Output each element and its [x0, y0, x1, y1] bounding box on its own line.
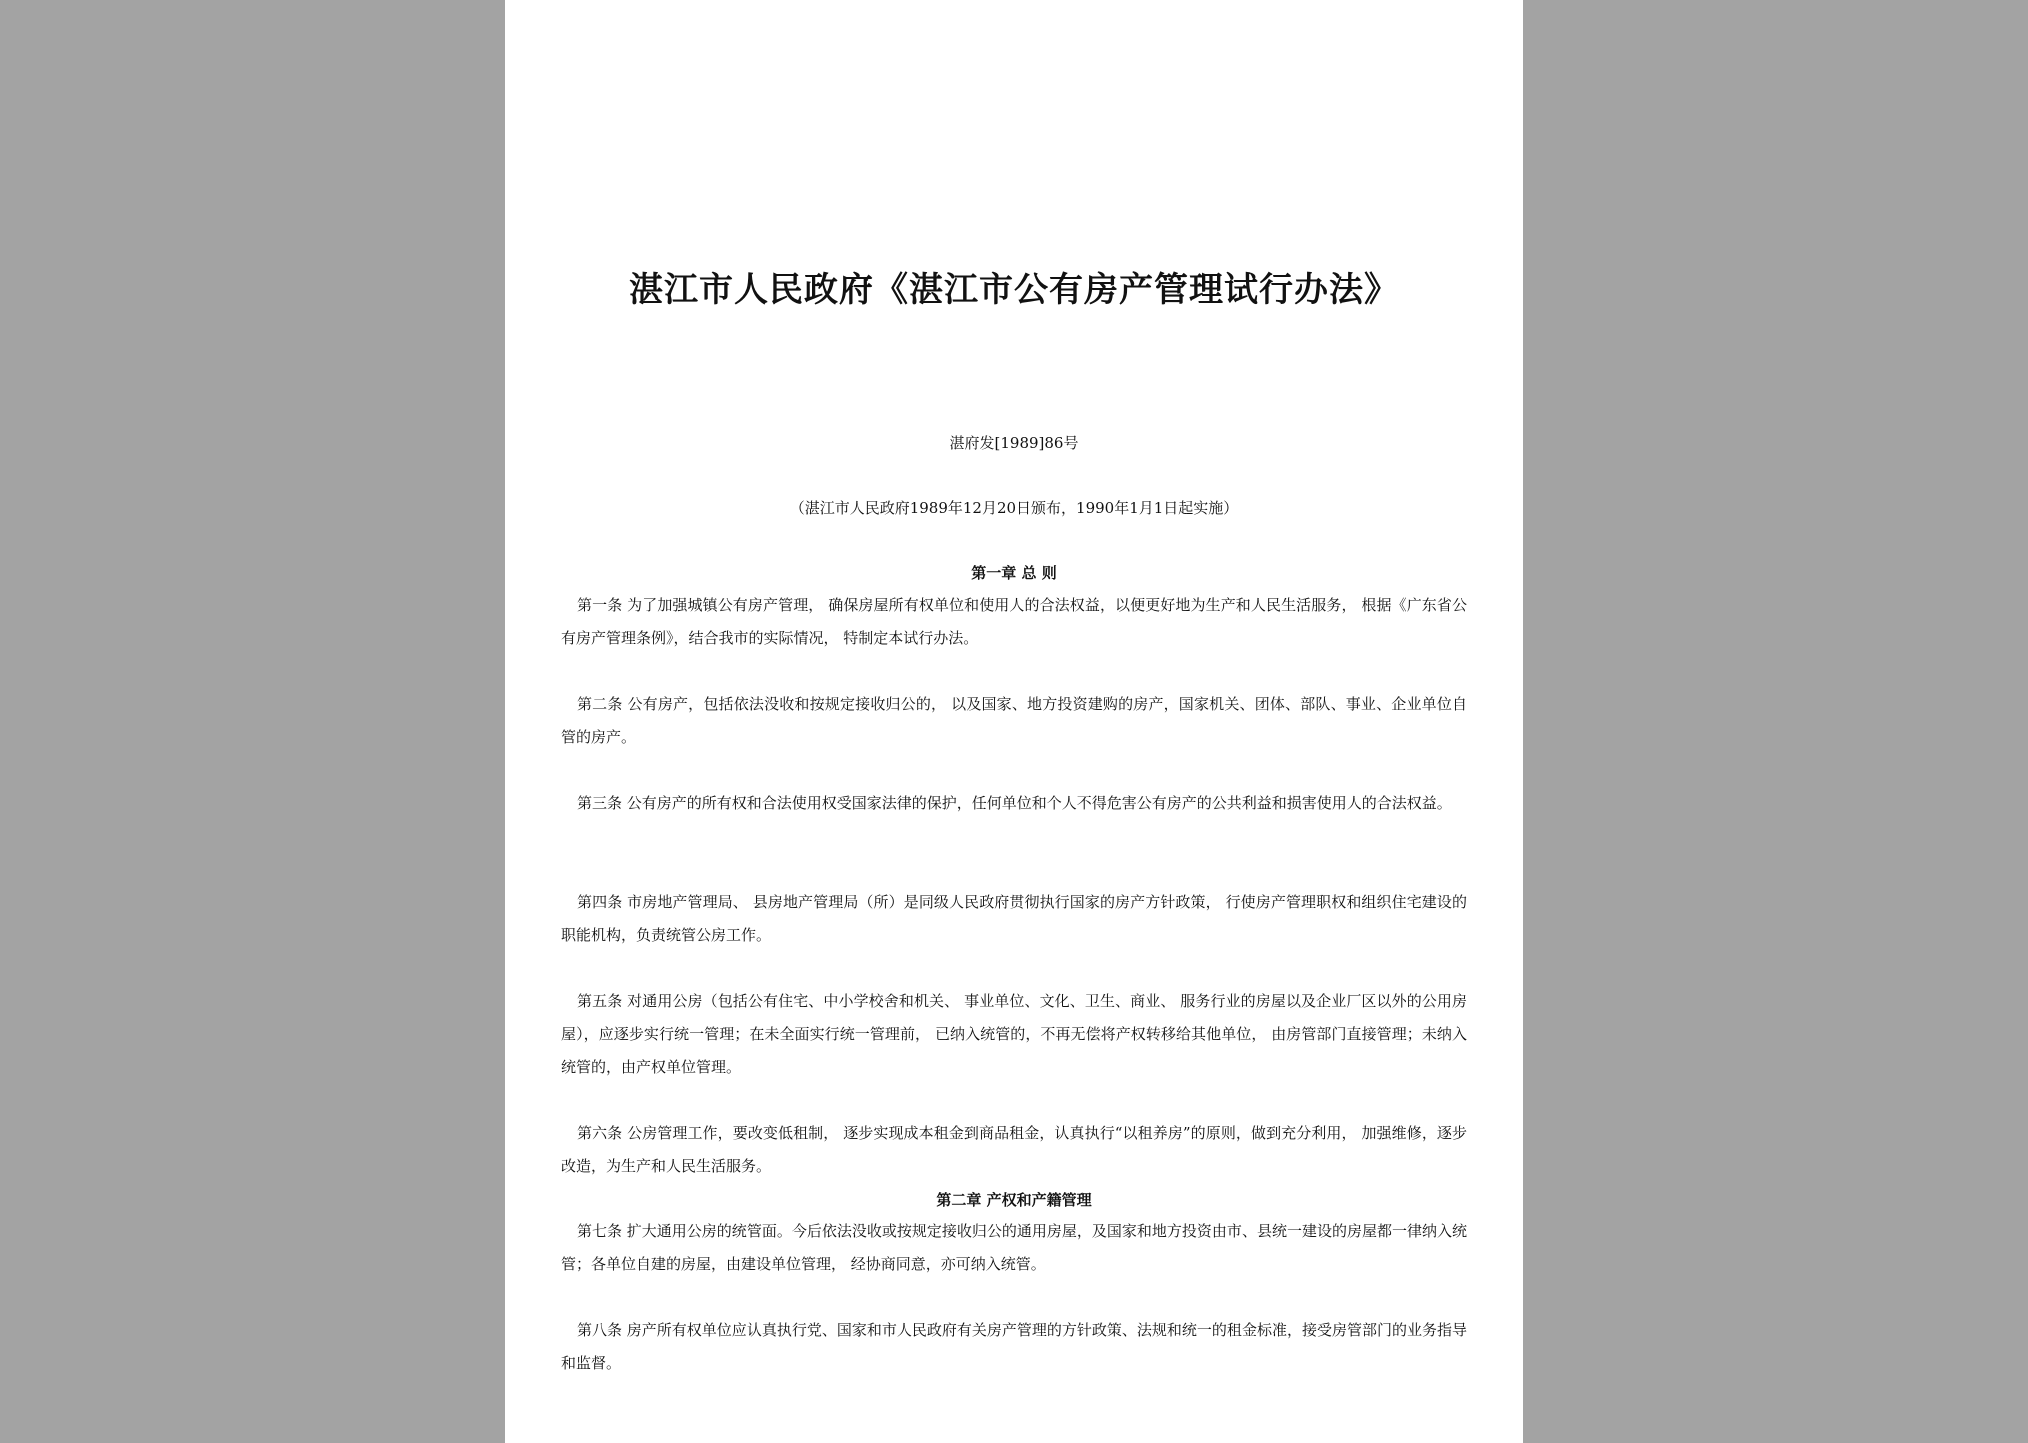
article-3: 第三条 公有房产的所有权和合法使用权受国家法律的保护，任何单位和个人不得危害公有房产的公共利益和损害使用人的合法权益。 [577, 794, 1452, 812]
chapter-heading-1: 第一章 总 则 [971, 564, 1057, 582]
article-4: 第四条 市房地产管理局、 县房地产管理局（所）是同级人民政府贯彻执行国家的房产方针政策， 行使房产管理职权和组织住宅建设的职能机构，负责统管公房工作。 [561, 893, 1467, 944]
article-2: 第二条 公有房产，包括依法没收和按规定接收归公的， 以及国家、地方投资建购的房产，国家机关、团体、部队、事业、企业单位自管的房产。 [561, 695, 1467, 746]
document-number: 湛府发[1989]86号 [949, 434, 1079, 452]
article-1: 第一条 为了加强城镇公有房产管理， 确保房屋所有权单位和使用人的合法权益，以便更好地为生产和人民生活服务， 根据《广东省公有房产管理条例》，结合我市的实际情况， 特制定本试行办法。 [561, 596, 1467, 647]
article-7: 第七条 扩大通用公房的统管面。今后依法没收或按规定接收归公的通用房屋，及国家和地方投资由市、县统一建设的房屋都一律纳入统管；各单位自建的房屋，由建设单位管理， 经协商同意，亦可纳入统管。 [561, 1222, 1467, 1273]
article-5: 第五条 对通用公房（包括公有住宅、中小学校舍和机关、 事业单位、文化、卫生、商业、 服务行业的房屋以及企业厂区以外的公用房屋），应逐步实行统一管理；在未全面实行统一管理前， 已纳入统管的，不再无偿将产权转移给其他单位， 由房管部门直接管理；未纳入统管的，由产权单位管理。 [561, 992, 1467, 1076]
document-title: 湛江市人民政府《湛江市公有房产管理试行办法》 [629, 270, 1399, 310]
promulgation-note: （湛江市人民政府1989年12月20日颁布，1990年1月1日起实施） [789, 499, 1239, 517]
article-8: 第八条 房产所有权单位应认真执行党、国家和市人民政府有关房产管理的方针政策、法规和统一的租金标准，接受房管部门的业务指导和监督。 [561, 1321, 1467, 1372]
chapter-heading-2: 第二章 产权和产籍管理 [936, 1191, 1092, 1209]
document-page [505, 0, 1523, 1443]
article-6: 第六条 公房管理工作，要改变低租制， 逐步实现成本租金到商品租金，认真执行“以租养房”的原则，做到充分利用， 加强维修，逐步改造，为生产和人民生活服务。 [561, 1124, 1467, 1175]
